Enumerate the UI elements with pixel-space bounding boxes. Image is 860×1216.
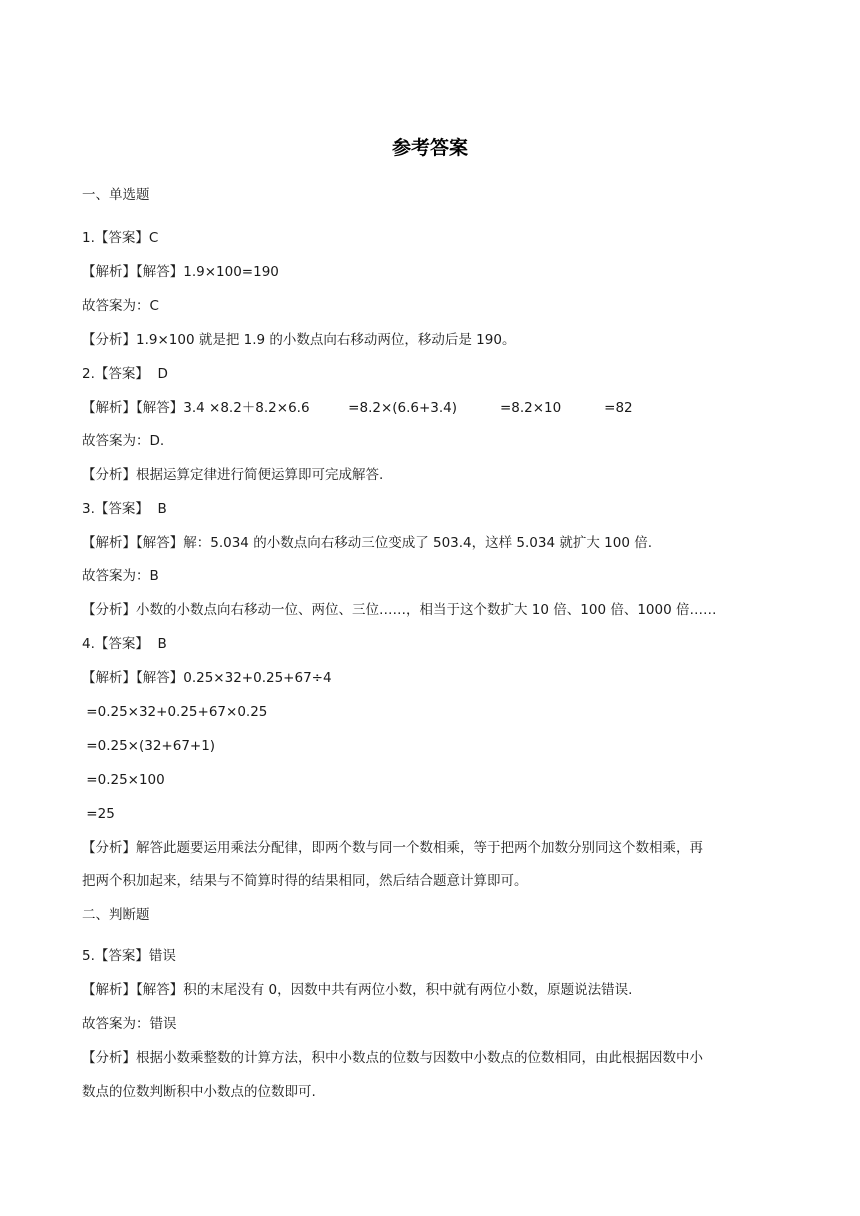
q2-solution: 【解析】【解答】3.4 ×8.2＋8.2×6.6 =8.2×(6.6+3.4) =8.2×10 =82 [82, 400, 633, 416]
q3-analysis: 【分析】小数的小数点向右移动一位、两位、三位……，相当于这个数扩大 10 倍、100 倍、1000 倍…… [82, 602, 717, 618]
q1-conclusion: 故答案为：C [82, 298, 159, 314]
q4-answer: 4.【答案】 B [82, 636, 167, 652]
q1-answer: 1.【答案】C [82, 230, 159, 246]
q3-answer: 3.【答案】 B [82, 501, 167, 517]
q3-solution: 【解析】【解答】解：5.034 的小数点向右移动三位变成了 503.4，这样 5.034 就扩大 100 倍. [82, 535, 652, 551]
q5-analysis-line-2: 数点的位数判断积中小数点的位数即可. [82, 1084, 316, 1100]
q5-answer: 5.【答案】错误 [82, 948, 176, 964]
q5-analysis-line-1: 【分析】根据小数乘整数的计算方法，积中小数点的位数与因数中小数点的位数相同，由此根据因数中小 [82, 1050, 703, 1066]
page-title: 参考答案 [391, 137, 468, 159]
q4-solution: 【解析】【解答】0.25×32+0.25+67÷4 [82, 670, 332, 686]
q5-solution: 【解析】【解答】积的末尾没有 0，因数中共有两位小数，积中就有两位小数，原题说法错误. [82, 982, 633, 998]
section-heading-single-choice: 一、单选题 [82, 187, 150, 203]
q5-conclusion: 故答案为：错误 [82, 1016, 177, 1032]
q1-solution: 【解析】【解答】1.9×100=190 [82, 264, 279, 280]
section-heading-true-false: 二、判断题 [82, 907, 150, 923]
q4-analysis-line-2: 把两个积加起来，结果与不简算时得的结果相同，然后结合题意计算即可。 [82, 873, 528, 889]
q4-step-1: =0.25×32+0.25+67×0.25 [82, 704, 268, 720]
q2-conclusion: 故答案为：D. [82, 433, 165, 449]
q2-answer: 2.【答案】 D [82, 366, 168, 382]
q4-step-2: =0.25×(32+67+1) [82, 738, 216, 754]
q1-analysis: 【分析】1.9×100 就是把 1.9 的小数点向右移动两位，移动后是 190。 [82, 332, 516, 348]
q4-step-4: =25 [82, 806, 115, 822]
q3-conclusion: 故答案为：B [82, 568, 159, 584]
q4-step-3: =0.25×100 [82, 772, 165, 788]
q4-analysis-line-1: 【分析】解答此题要运用乘法分配律，即两个数与同一个数相乘，等于把两个加数分别同这个数相乘，再 [82, 840, 703, 856]
q2-analysis: 【分析】根据运算定律进行简便运算即可完成解答. [82, 467, 384, 483]
